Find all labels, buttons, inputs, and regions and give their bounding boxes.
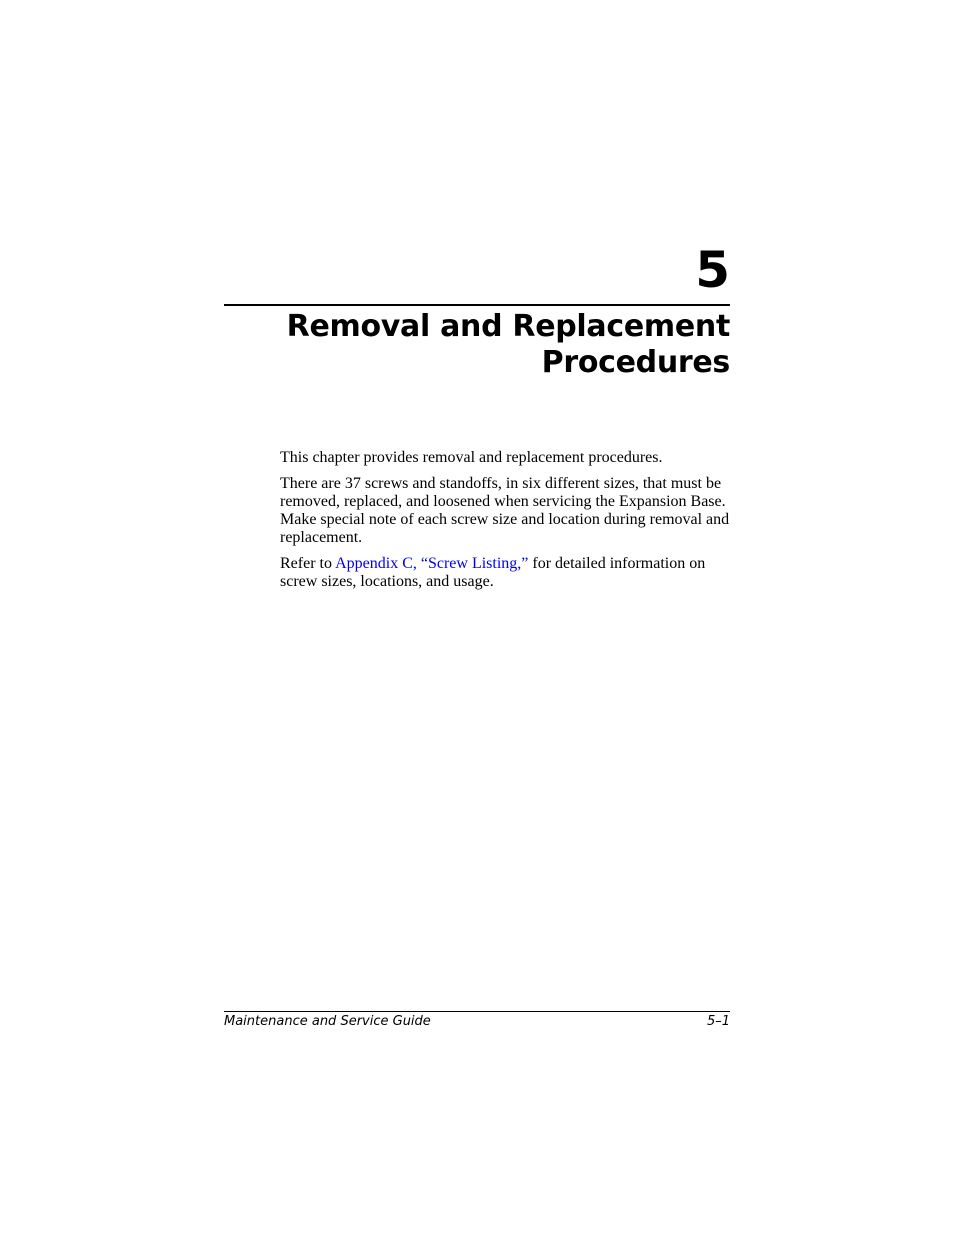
footer-guide-title: Maintenance and Service Guide xyxy=(224,1014,431,1029)
chapter-title-line-2: Procedures xyxy=(541,345,730,380)
chapter-number: 5 xyxy=(695,241,730,299)
intro-paragraph: This chapter provides removal and replacement procedures. xyxy=(280,449,663,466)
title-rule xyxy=(224,304,730,306)
reference-paragraph xyxy=(280,555,732,591)
screws-paragraph: There are 37 screws and standoffs, in six different sizes, that must be removed, replaced, and loosened when servicing the Expansion Base. Make special note of each screw size and location during removal and replacement. xyxy=(280,475,730,546)
reference-lead-text: Refer to xyxy=(280,555,336,572)
appendix-c-link[interactable]: Appendix C, “Screw Listing,” xyxy=(335,555,529,572)
chapter-title-line-1: Removal and Replacement xyxy=(286,309,730,344)
footer-rule xyxy=(224,1011,730,1012)
footer-page-number: 5–1 xyxy=(706,1014,730,1029)
chapter-title xyxy=(250,309,730,381)
reference-trailing-text: for detailed information on screw sizes, locations, and usage. xyxy=(280,555,706,590)
body-text xyxy=(280,449,732,599)
